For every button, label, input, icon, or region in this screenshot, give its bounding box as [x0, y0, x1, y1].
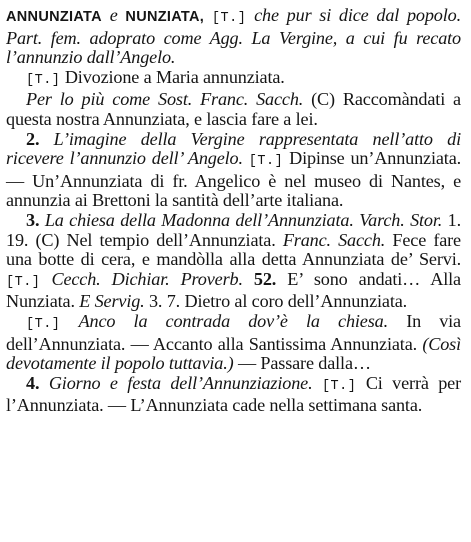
usage-note: (Così devotamente il popolo tuttavia.) — [6, 333, 461, 374]
sense-paragraph-2 — [6, 130, 461, 211]
sense-paragraph-4 — [6, 374, 461, 416]
headword: ANNUNZIATA — [6, 9, 102, 25]
definition-text: La chiesa della Madonna dell’Annunziata. Varch. Stor. — [44, 209, 443, 230]
entry-headword-paragraph — [6, 6, 461, 68]
sense-number: 4. — [26, 372, 40, 393]
example-text: Ci verrà per l’Annunziata. — L’Annunziata cade nella settimana santa. — [6, 372, 461, 416]
example-text: — Passare dalla… — [237, 353, 371, 374]
source-tag: [T.] — [6, 274, 41, 290]
sense-number: 3. — [26, 209, 40, 230]
example-text: In via dell’Annunziata. — Accanto alla Santissima Annunziata. — [6, 310, 461, 354]
source-tag: [T.] — [211, 11, 247, 26]
citation-text: E’ sono andati… Alla Nunziata. — [6, 268, 461, 312]
example-text: (C) Raccomàndati a questa nostra Annunziata, e lascia fare a lei. — [6, 89, 461, 129]
example-text: Dipinse un’Annunziata. — Un’Annunziata di fr. Angelico è nel museo di Nantes, e annunzia ai Brettoni la santità dell’arte italiana. — [6, 148, 462, 211]
usage-note: Per lo più come Sost. Franc. Sacch. — [26, 89, 304, 110]
source-tag: [T.] — [321, 378, 357, 394]
definition-text: Giorno e festa dell’Annunziazione. — [48, 372, 313, 393]
sense-paragraph — [6, 68, 461, 91]
sense-paragraph-3 — [6, 211, 461, 312]
headword-variant: NUNZIATA, — [125, 9, 205, 25]
citation-source: Cecch. Dichiar. Proverb. — [51, 268, 243, 289]
citation-text: Fece fare una botte di cera, e mandòlla alla detta Annunziata de’ Servi. — [6, 229, 461, 270]
definition-text: Anco la contrada dov’è la chiesa. — [78, 310, 388, 331]
sense-paragraph — [6, 312, 461, 374]
source-tag: [T.] — [26, 316, 61, 332]
citation-number: 52. — [253, 268, 277, 289]
sense-number: 2. — [26, 128, 40, 149]
sense-paragraph — [6, 90, 461, 129]
definition-text: che pur si dice dal popolo. Part. fem. adoprato come Agg. La Vergine, a cui fu recato l’annunzio dall’Angelo. — [6, 5, 461, 68]
example-text: Divozione a Maria annunziata. — [64, 66, 285, 87]
citation-text: 1. 19. (C) Nel tempio dell’Annunziata. — [6, 209, 461, 250]
source-tag: [T.] — [248, 154, 284, 170]
headword-conjunction: e — [109, 5, 118, 25]
citation-text: 3. 7. Dietro al coro dell’Annunziata. — [148, 291, 408, 312]
source-tag: [T.] — [26, 72, 61, 88]
citation-source: E Servig. — [79, 291, 145, 312]
citation-source: Franc. Sacch. — [282, 229, 386, 250]
definition-text: L’imagine della Vergine rappresentata nell’atto di ricevere l’annunzio dell’ Angelo. — [6, 128, 461, 169]
dictionary-entry — [6, 6, 461, 416]
